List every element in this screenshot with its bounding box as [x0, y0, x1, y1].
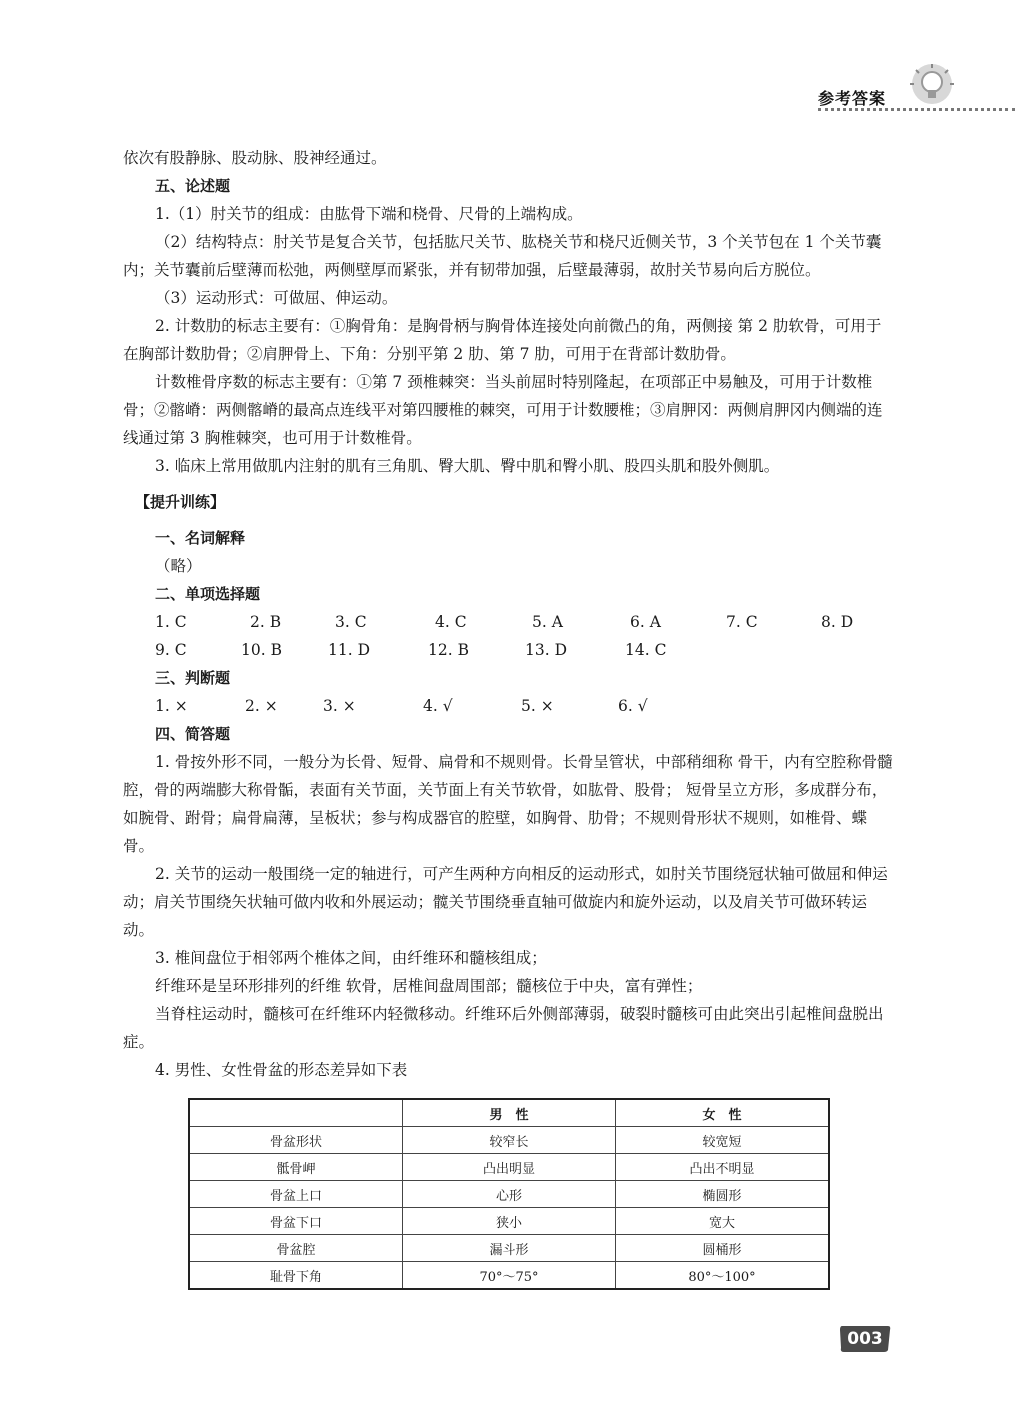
table-row [189, 1262, 829, 1290]
table-cell: 骶骨岬 [189, 1154, 403, 1181]
page-number-badge [838, 1324, 892, 1354]
answer-item: 6. A [630, 613, 661, 631]
answer-item: 3. C [335, 613, 367, 631]
paragraph: （2）结构特点：肘关节是复合关节，包括肱尺关节、肱桡关节和桡尺近侧关节，3 个关节包在 1 个关节囊内；关节囊前后壁薄而松弛，两侧壁厚而紧张，并有韧带加强，后壁最薄弱，故肘关节易向后方脱位。 [123, 233, 882, 279]
answer-item: 3. × [323, 697, 356, 715]
table-row [189, 1208, 829, 1235]
answer-item: 5. A [532, 613, 563, 631]
table-cell: 70°～75° [403, 1262, 616, 1290]
table-cell: 80°～100° [616, 1262, 830, 1290]
table-row [189, 1127, 829, 1154]
answer-item: 13. D [525, 641, 568, 659]
paragraph: 纤维环是呈环形排列的纤维 软骨，居椎间盘周围部；髓核位于中央，富有弹性； [155, 977, 703, 995]
table-row [189, 1235, 829, 1262]
table-cell: 漏斗形 [403, 1235, 616, 1262]
paragraph: （略） [155, 557, 202, 575]
paragraph: 当脊柱运动时，髓核可在纤维环内轻微移动。纤维环后外侧部薄弱，破裂时髓核可由此突出引起椎间盘脱出症。 [123, 1005, 884, 1051]
table-cell: 狭小 [403, 1208, 616, 1235]
table-cell: 较宽短 [616, 1127, 830, 1154]
answer-item: 8. D [821, 613, 854, 631]
answer-item: 9. C [155, 641, 187, 659]
table-cell: 骨盆腔 [189, 1235, 403, 1262]
paragraph: 计数椎骨序数的标志主要有：①第 7 颈椎棘突：当头前屈时特别隆起，在项部正中易触及，可用于计数椎骨；②髂嵴：两侧髂嵴的最高点连线平对第四腰椎的棘突，可用于计数腰椎；③肩胛冈：两侧肩胛冈内侧端的连线通过第 3 胸椎棘突，也可用于计数椎骨。 [123, 373, 883, 447]
section-heading-short: 四、简答题 [155, 725, 231, 743]
answer-item: 1. × [155, 697, 188, 715]
training-heading: 【提升训练】 [135, 493, 226, 511]
section-heading-mc: 二、单项选择题 [155, 585, 261, 603]
paragraph: （3）运动形式：可做屈、伸运动。 [155, 289, 398, 307]
paragraph: 1. 骨按外形不同，一般分为长骨、短骨、扁骨和不规则骨。长骨呈管状，中部稍细称 骨干，内有空腔称骨髓腔，骨的两端膨大称骨骺，表面有关节面，关节面上有关节软骨，如肱骨、股骨； 短骨呈立方形，多成群分布，如腕骨、跗骨；扁骨扁薄，呈板状；参与构成器官的腔壁，如胸骨、肋骨；不规则骨形状不规则，如椎骨、蝶骨。 [123, 753, 893, 855]
answer-item: 4. C [435, 613, 467, 631]
table-header-cell: 男 性 [403, 1099, 616, 1127]
table-cell: 心形 [403, 1181, 616, 1208]
table-cell: 圆桶形 [616, 1235, 830, 1262]
table-row [189, 1154, 829, 1181]
paragraph: 2. 计数肋的标志主要有：①胸骨角：是胸骨柄与胸骨体连接处向前微凸的角，两侧接 第 2 肋软骨，可用于在胸部计数肋骨；②肩胛骨上、下角：分别平第 2 肋、第 7 肋，可用于在背部计数肋骨。 [123, 317, 882, 363]
text-line: 依次有股静脉、股动脉、股神经通过。 [123, 149, 387, 167]
answer-item: 2. × [245, 697, 278, 715]
tf-answers-row [123, 692, 895, 720]
page-number: 003 [847, 1329, 883, 1349]
answer-item: 12. B [428, 641, 469, 659]
paragraph: 2. 关节的运动一般围绕一定的轴进行，可产生两种方向相反的运动形式，如肘关节围绕冠状轴可做屈和伸运动；肩关节围绕矢状轴可做内收和外展运动；髋关节围绕垂直轴可做旋内和旋外运动，以及肩关节可做环转运动。 [123, 865, 888, 939]
answer-item: 11. D [328, 641, 371, 659]
table-cell: 凸出明显 [403, 1154, 616, 1181]
table-cell: 较窄长 [403, 1127, 616, 1154]
table-cell: 耻骨下角 [189, 1262, 403, 1290]
answer-item: 10. B [241, 641, 282, 659]
answer-item: 6. √ [618, 697, 648, 715]
table-cell: 凸出不明显 [616, 1154, 830, 1181]
pelvis-table-wrapper [188, 1098, 830, 1290]
header-title: 参考答案 [818, 89, 887, 108]
paragraph: 3. 临床上常用做肌内注射的肌有三角肌、臀大肌、臀中肌和臀小肌、股四头肌和股外侧肌。 [155, 457, 780, 475]
answer-item: 7. C [726, 613, 758, 631]
table-cell: 骨盆下口 [189, 1208, 403, 1235]
table-header-cell [189, 1099, 403, 1127]
mc-answers-row-1 [123, 608, 895, 636]
pelvis-comparison-table [188, 1098, 830, 1290]
answer-content [123, 144, 895, 1084]
answer-item: 4. √ [423, 697, 453, 715]
section-heading-tf: 三、判断题 [155, 669, 231, 687]
section-heading-essay: 五、论述题 [155, 177, 231, 195]
table-cell: 骨盆上口 [189, 1181, 403, 1208]
answer-item: 14. C [625, 641, 667, 659]
table-header-row [189, 1099, 829, 1127]
answer-item: 2. B [250, 613, 282, 631]
table-cell: 骨盆形状 [189, 1127, 403, 1154]
section-heading-terms: 一、名词解释 [155, 529, 246, 547]
paragraph: 1.（1）肘关节的组成：由肱骨下端和桡骨、尺骨的上端构成。 [155, 205, 583, 223]
paragraph: 4. 男性、女性骨盆的形态差异如下表 [155, 1061, 408, 1079]
answer-item: 5. × [521, 697, 554, 715]
mc-answers-row-2 [123, 636, 895, 664]
table-cell: 宽大 [616, 1208, 830, 1235]
table-cell: 椭圆形 [616, 1181, 830, 1208]
lightbulb-icon [904, 62, 960, 110]
table-header-cell: 女 性 [616, 1099, 830, 1127]
table-row [189, 1181, 829, 1208]
answer-item: 1. C [155, 613, 187, 631]
paragraph: 3. 椎间盘位于相邻两个椎体之间，由纤维环和髓核组成； [155, 949, 547, 967]
